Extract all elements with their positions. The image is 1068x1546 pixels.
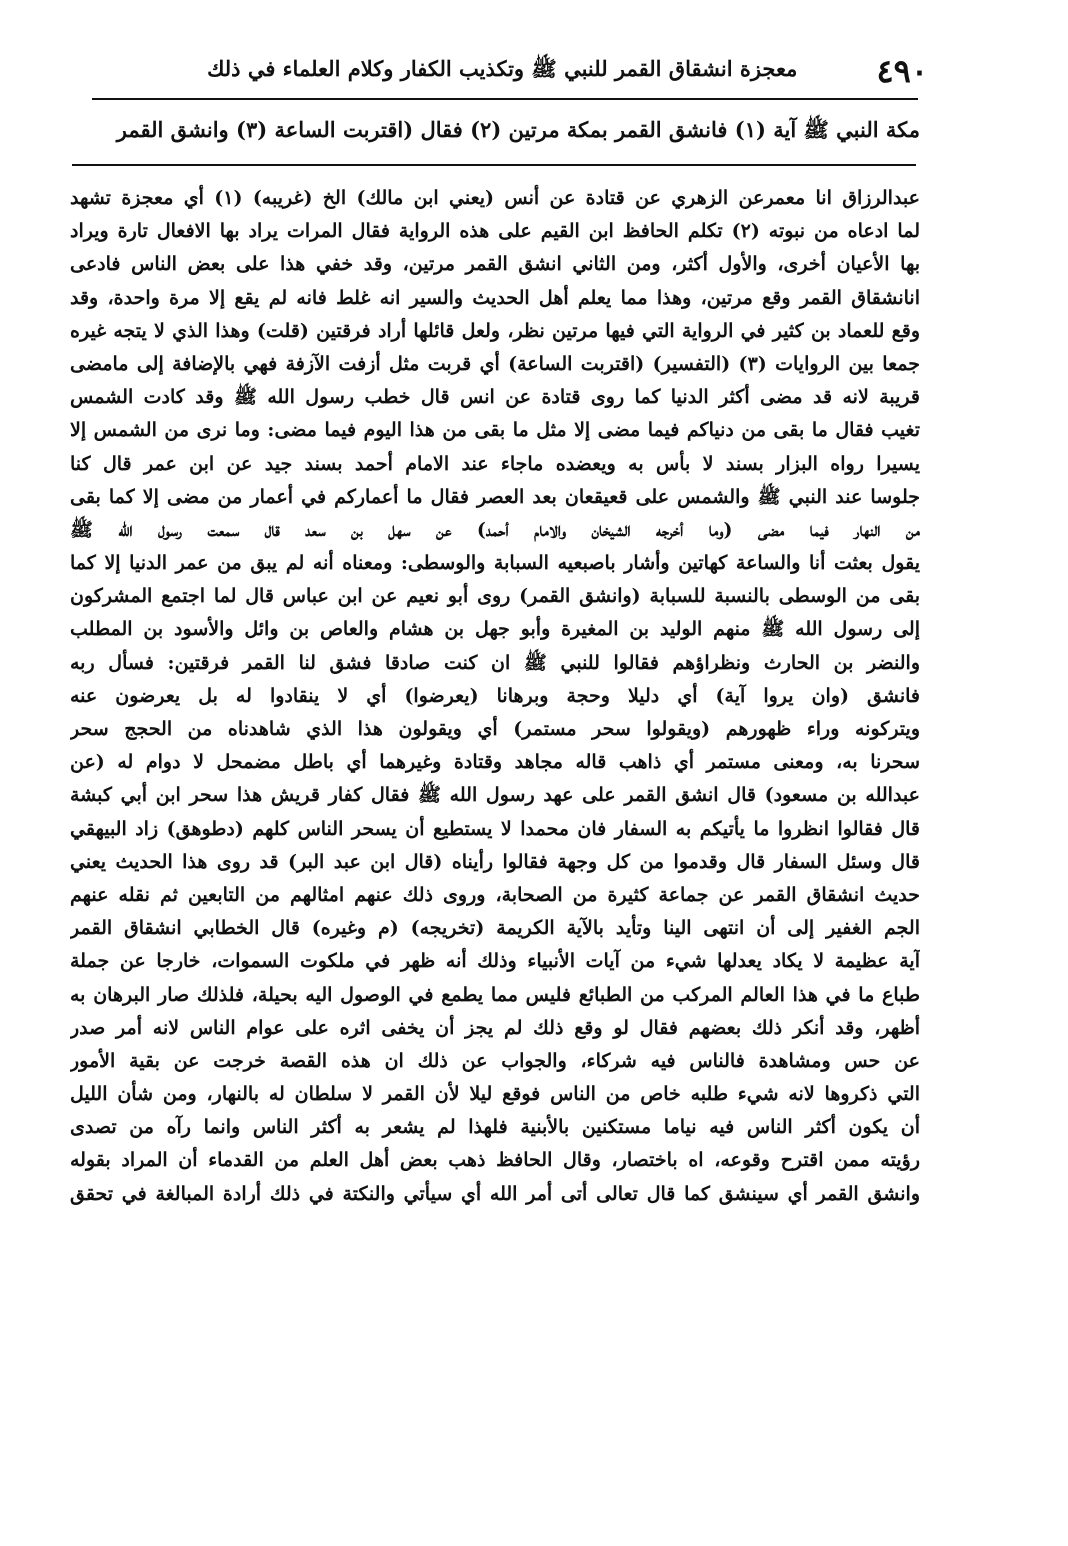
commentary-line: الجم الغفير إلى أن انتهى الينا وتأيد بالآية الكريمة (تخريجه) (م وغيره) قال الخطابي انشقاق القمر [70,917,920,940]
commentary-line: قال فقالوا انظروا ما يأتيكم به السفار فان محمدا لا يستطيع أن يسحر الناس كلهم (دطوهق) زاد البيهقي [70,817,920,840]
commentary-line: تغيب فقال ما بقى من دنياكم فيما مضى إلا مثل ما بقى من هذا اليوم فيما مضى: وما نرى من الشمس إلا [70,419,920,442]
commentary-line: ويتركونه وراء ظهورهم (ويقولوا سحر مستمر) أي ويقولون هذا الذي شاهدناه من الحجج سحر [70,718,920,740]
commentary-line: قريبة لانه قد مضى أكثر الدنيا كما روى قتادة عن انس قال خطب رسول الله ﷺ وقد كادت الشمس [70,386,920,409]
commentary-line: وقع للعماد بن كثير في الرواية التي فيها مرتين نظر، ولعل قائلها أراد فرقتين (قلت) وهذا الذي لا يتجه غيره [70,319,920,342]
section-divider [72,164,916,166]
page-number: ٤٩٠ [876,52,928,90]
commentary-line: جلوسا عند النبي ﷺ والشمس على قعيقعان بعد العصر فقال ما أعماركم في أعمار من مضى إلا كما بقى [70,485,920,508]
commentary-line: لما ادعاه من نبوته (٢) تكلم الحافظ ابن القيم على هذه الرواية فقال المرات يراد بها الافعال تارة ويراد [70,220,920,243]
commentary-line: بها الأعيان أخرى، والأول أكثر، ومن الثاني انشق القمر مرتين، وقد خفي هذا على بعض الناس فادعى [70,253,920,276]
commentary-line: آية عظيمة لا يكاد يعدلها شيء من آيات الأنبياء وذلك أنه ظهر في ملكوت السموات، خارجا عن جملة [70,950,920,973]
commentary-line: عبدالله بن مسعود) قال انشق القمر على عهد رسول الله ﷺ فقال كفار قريش هذا سحر ابن أبي كبشة [70,784,920,807]
commentary-line: أظهر، وقد أنكر ذلك بعضهم فقال لو وقع ذلك لم يجز أن يخفى اثره على عوام الناس لانه أمر صدر [70,1016,920,1039]
commentary-line: بقى من الوسطى بالنسبة للسبابة (وانشق القمر) روى أبو نعيم عن ابن عباس قال لما اجتمع المشركون [70,585,920,608]
commentary-line: عن حس ومشاهدة فالناس فيه شركاء، والجواب عن ذلك ان هذه القصة خرجت عن بقية الأمور [70,1049,920,1072]
hadith-text: مكة النبي ﷺ آية (١) فانشق القمر بمكة مرتين (٢) فقال (اقتربت الساعة (٣) وانشق القمر [116,116,920,142]
commentary-line: التي ذكروها لانه شيء طلبه خاص من الناس فوقع ليلا لأن القمر لا سلطان له بالنهار، ومن شأن الليل [70,1083,920,1106]
commentary-line: يقول بعثت أنا والساعة كهاتين وأشار باصبعيه السبابة والوسطى: ومعناه أنه لم يبق من عمر الدنيا إلا كما [70,552,920,575]
commentary-line: طباع ما في هذا العالم المركب من الطبائع فليس مما يطمع في الوصول اليه بحيلة، فلذلك صار البرهان به [70,983,920,1006]
commentary-line: أن يكون أكثر الناس فيه نياما مستكنين بالأبنية فلهذا لم يشعر به أكثر الناس وانما رآه من تصدى [70,1116,920,1139]
commentary-line: والنضر بن الحارث ونظراؤهم فقالوا للنبي ﷺ ان كنت صادقا فشق لنا القمر فرقتين: فسأل ربه [70,651,920,674]
commentary-line: قال وسئل السفار قال وقدموا من كل وجهة فقالوا رأيناه (قال ابن عبد البر) قد روى هذا الحديث يعني [70,850,920,873]
commentary-line: وانشق القمر أي سينشق كما قال تعالى أتى أمر الله أي سيأتي والنكتة في ذلك أرادة المبالغة في تحقق [70,1182,920,1205]
commentary-line: حديث انشقاق القمر عن جماعة كثيرة من الصحابة، وروى ذلك عنهم امثالهم من التابعين ثم نقله عنهم [70,883,920,906]
header-rule [92,98,918,100]
commentary-line: انانشقاق القمر وقع مرتين، وهذا مما يعلم أهل الحديث والسير انه غلط فانه لم يقع إلا مرة واحدة، وقد [70,286,920,309]
commentary-line: يسيرا رواه البزار بسند لا بأس به ويعضده ماجاء عند الامام أحمد بسند جيد عن ابن عمر قال كنا [70,452,920,475]
running-header [128,46,928,96]
commentary-line: رؤيته ممن اقترح وقوعه، اه باختصار، وقال الحافظ ذهب بعض أهل العلم من القدماء أن المراد بقوله [70,1149,920,1172]
commentary-line: من النهار فيما مضى (وما أخرجه الشيخان والامام أحمد) عن سهل بن سعد قال سمعت رسول الله ﷺ [70,518,920,541]
commentary-line: سحرنا به، ومعنى مستمر أي ذاهب قاله مجاهد وقتادة وغيرهما أي باطل مضمحل لا دوام له (عن [70,751,920,774]
commentary-line: عبدالرزاق انا معمرعن الزهري عن قتادة عن أنس (يعني ابن مالك) الخ (غريبه) (١) أي معجزة تشهد [70,187,920,209]
commentary-line: فانشق (وان يروا آية) أي دليلا وحجة وبرهانا (يعرضوا) أي لا ينقادوا له بل يعرضون عنه [70,684,920,707]
commentary-line: إلى رسول الله ﷺ منهم الوليد بن المغيرة وأبو جهل بن هشام والعاص بن وائل والأسود بن المطلب [70,618,920,641]
commentary-body [70,182,920,1482]
running-title: معجزة انشقاق القمر للنبي ﷺ وتكذيب الكفار وكلام العلماء في ذلك [207,55,798,81]
commentary-line: جمعا بين الروايات (٣) (التفسير) (اقتربت الساعة) أي قربت مثل أزفت الآزفة فهي بالإضافة إلى مامضى [70,352,920,375]
